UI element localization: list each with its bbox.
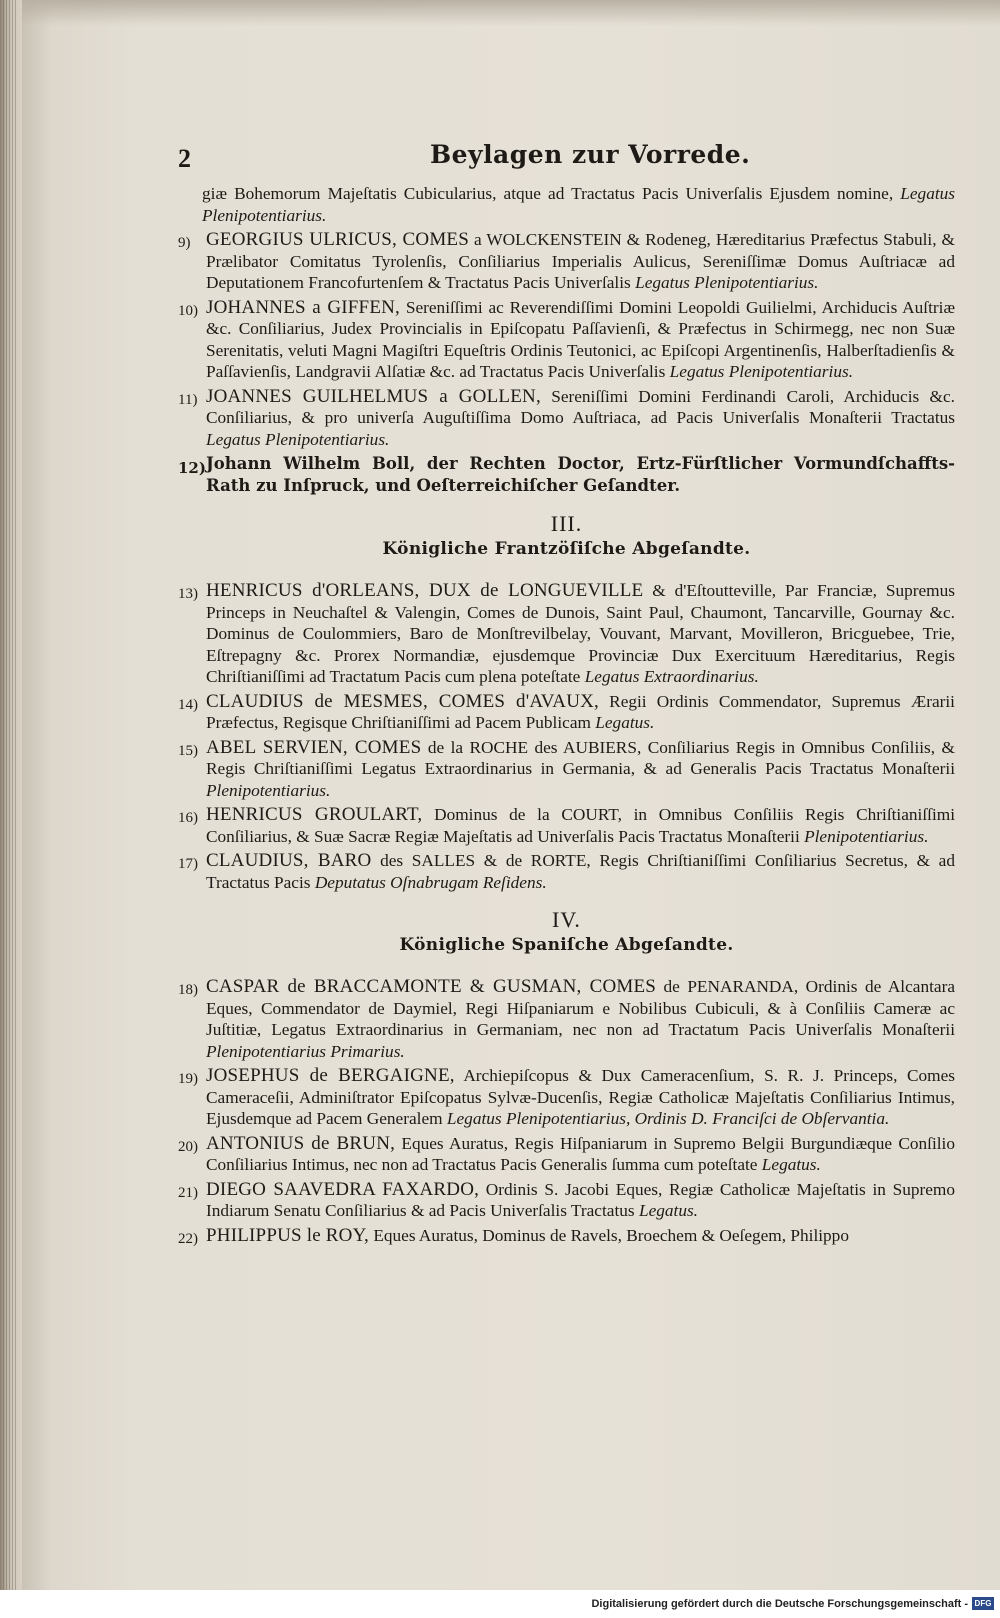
body-text xyxy=(178,183,955,1249)
entry-number: 10) xyxy=(178,302,198,319)
entry-title-italic: Legatus Extraordinarius. xyxy=(584,667,759,686)
book-page-edges xyxy=(0,0,22,1590)
entry-11 xyxy=(178,386,955,451)
entry-name: CLAUDIUS, BARO xyxy=(206,850,372,871)
entry-title-italic: Legatus. xyxy=(761,1155,821,1174)
entry-text: a WOLCKENSTEIN & Rodeneg, Hæreditarius Præfectus Stabuli, & Prælibator Comitatus Tyrolenſis, Conſiliarius Imperialis Aulicus, Sereniſſimæ Domus Auſtriacæ ad Deputationem Francofurtenſem & Tractatus Pacis Univerſalis xyxy=(206,230,955,292)
entry-19 xyxy=(178,1065,955,1130)
entry-number: 22) xyxy=(178,1230,198,1247)
footer-credit: Digitalisierung gefördert durch die Deutsche Forschungsgemeinschaft - xyxy=(591,1598,968,1610)
entry-number: 19) xyxy=(178,1071,198,1087)
entry-number: 16) xyxy=(178,810,198,826)
entries-section-4 xyxy=(178,976,955,1246)
entry-text: Archiepiſcopus & Dux Cameracenſium, S. R. J. Princeps, Comes Cameraceſii, Adminiſtrator Epiſcopatus Sylvæ-Ducenſis, Regiæ Catholicæ Majeſtatis Conſiliarius Intimus, Ejusdemque ad Pacem Generalem xyxy=(206,1066,955,1128)
entry-16 xyxy=(178,804,955,847)
section-numeral-4: IV. xyxy=(552,907,581,932)
entry-text: Eques Auratus, Regis Hiſpaniarum in Supremo Belgii Burgundiæque Conſilio Conſiliarius Intimus, nec non ad Tractatus Pacis Generalis ſumma cum poteſtate xyxy=(206,1133,955,1174)
entry-number: 13) xyxy=(178,586,198,602)
entry-name: ABEL SERVIEN, COMES xyxy=(206,736,422,758)
entry-number: 12) xyxy=(178,459,206,477)
entry-13 xyxy=(178,580,955,688)
entry-17 xyxy=(178,850,955,893)
entry-number: 14) xyxy=(178,696,198,713)
entry-text: Ordinis S. Jacobi Eques, Regiæ Catholicæ Majeſtatis in Supremo Indiarum Senatu Conſiliarius & ad Pacis Univerſalis Tractatus xyxy=(206,1179,956,1220)
entry-text: giæ Bohemorum Majeſtatis Cubicularius, atque ad Tractatus Pacis Univerſalis Ejusdem nomine, xyxy=(202,184,894,203)
entry-text: Regii Ordinis Commendator, Supremus Ærarii Præfectus, Regisque Chriſtianiſſimi ad Pacem Publicam xyxy=(206,691,955,732)
running-head: Beylagen zur Vorrede. xyxy=(430,140,751,169)
entry-20 xyxy=(178,1133,955,1176)
page-number: 2 xyxy=(178,144,191,173)
entry-text: de PENARANDA, Ordinis de Alcantara Eques, Commendator de Daymiel, Regi Hiſpaniarum e Nobilibus Cubiculi, & à Conſiliis Cameræ ac Juſtitiæ, Legatus Extraordinarius in Germaniam, nec non ad Tractatum Pacis Univerſalis Monaſterii xyxy=(206,977,955,1039)
entry-name: JOANNES GUILHELMUS a GOLLEN, xyxy=(206,385,541,407)
entry-title-italic: Legatus Plenipotentiarius. xyxy=(202,184,955,225)
entry-name: ANTONIUS de BRUN, xyxy=(206,1132,396,1154)
entry-text: & d'Eſtoutteville, Par Franciæ, Supremus Princeps in Neuchaſtel & Valengin, Comes de Dunois, Saint Paul, Chaumont, Tancarville, Gournay &c. Dominus de Coulommiers, Baro de Monſtrevilbelay, Vouvant, Marvant, Movilleron, Bricguebee, Trie, Eſtrepagny &c. Prorex Normandiæ, ejusdemque Provinciæ Dux Exercituum Hæreditarius, Regis Chriſtianiſſimi ad Tractatum Pacis cum plena poteſtate xyxy=(206,581,955,686)
entry-continued xyxy=(178,183,955,226)
entries-top xyxy=(178,183,955,450)
entry-text: des SALLES & de RORTE, Regis Chriſtianiſſimi Conſiliarius Secretus, & ad Tractatus Pacis xyxy=(206,851,955,892)
entry-title-italic: Legatus Plenipotentiarius. xyxy=(669,362,854,381)
entry-text: Sereniſſimi Domini Ferdinandi Caroli, Archiducis &c. Conſiliarius, & pro univerſa Auguſtiſſima Domo Auſtriaca, ad Pacis Univerſalis Monaſterii Tractatus xyxy=(206,386,955,427)
entry-number: 21) xyxy=(178,1184,198,1201)
entry-title-italic: Plenipotentiarius. xyxy=(206,780,331,800)
entry-14 xyxy=(178,691,955,734)
entry-title-italic: Plenipotentiarius Primarius. xyxy=(206,1041,405,1061)
entry-21 xyxy=(178,1179,955,1222)
entry-name: HENRICUS GROULART, xyxy=(206,804,423,825)
entry-18 xyxy=(178,976,955,1062)
dfg-logo: DFG xyxy=(972,1597,994,1610)
entry-text: Dominus de la COURT, in Omnibus Conſiliis Regis Chriſtianiſſimi Conſiliarius, & Suæ Sacræ Regiæ Majeſtatis ad Univerſalis Pacis Tractatus Monaſterii xyxy=(206,805,955,846)
section-numeral-3: III. xyxy=(550,511,583,536)
entry-title-italic: Legatus Plenipotentiarius. xyxy=(206,429,390,449)
entry-name: CASPAR de BRACCAMONTE & GUSMAN, COMES xyxy=(206,976,657,997)
entry-name: GEORGIUS ULRICUS, COMES xyxy=(206,229,469,250)
footer-bar xyxy=(0,1590,1000,1618)
entry-text: Eques Auratus, Dominus de Ravels, Broechem & Oeſegem, Philippo xyxy=(373,1225,849,1245)
entry-name: DIEGO SAAVEDRA FAXARDO, xyxy=(206,1178,480,1200)
entry-title-italic: Legatus Plenipotentiarius, Ordinis D. Franciſci de Obſervantia. xyxy=(446,1109,890,1128)
entry-text: Sereniſſimi ac Reverendiſſimi Domini Leopoldi Guilielmi, Archiducis Auſtriæ &c. Conſiliarius, Judex Provincialis in Epiſcopatu Paſſavienſi, & Præfectus in Schirmegg, nec non Suæ Serenitatis, veluti Magni Magiſtri Equeſtris Ordinis Teutonici, ac Epiſcopi Argentinenſis, Halberſtadienſis & Paſſavienſis, Landgravii Alſatiæ &c. ad Tractatus Pacis Univerſalis xyxy=(206,297,955,381)
entries-section-3 xyxy=(178,580,955,893)
entry-text: Johann Wilhelm Boll, der Rechten Doctor, Ertz-Fürſtlicher Vormundſchaffts-Rath zu Inſpruck, und Oeſterreichiſcher Geſandter. xyxy=(206,454,955,495)
section-title-4: Königliche Spaniſche Abgeſandte. xyxy=(399,934,734,955)
entry-title-italic: Plenipotentiarius. xyxy=(804,826,929,846)
entry-number: 15) xyxy=(178,742,198,759)
entry-12 xyxy=(178,453,955,497)
section-title-3: Königliche Frantzöſiſche Abgeſandte. xyxy=(382,538,751,559)
entry-22 xyxy=(178,1225,955,1247)
entry-name: JOSEPHUS de BERGAIGNE, xyxy=(206,1065,455,1086)
entry-number: 11) xyxy=(178,391,198,408)
entry-15 xyxy=(178,737,955,802)
entry-number: 17) xyxy=(178,856,198,872)
entry-title-italic: Legatus Plenipotentiarius. xyxy=(635,273,819,292)
entry-number: 9) xyxy=(178,235,191,251)
entry-name: PHILIPPUS le ROY, xyxy=(206,1224,369,1246)
entry-name: CLAUDIUS de MESMES, COMES d'AVAUX, xyxy=(206,690,599,712)
entry-number: 20) xyxy=(178,1138,198,1155)
entry-9 xyxy=(178,229,955,294)
entry-title-italic: Legatus. xyxy=(638,1201,699,1220)
entry-name: JOHANNES a GIFFEN, xyxy=(206,296,400,318)
entry-text: de la ROCHE des AUBIERS, Conſiliarius Regis in Omnibus Conſiliis, & Regis Chriſtianiſſimi Legatus Extraordinarius in Germania, & ad Generalis Pacis Tractatus Monaſterii xyxy=(206,737,955,778)
entry-title-italic: Legatus. xyxy=(595,713,655,732)
entry-name: HENRICUS d'ORLEANS, DUX de LONGUEVILLE xyxy=(206,580,644,601)
entry-title-italic: Deputatus Oſnabrugam Reſidens. xyxy=(314,872,547,892)
entry-number: 18) xyxy=(178,982,198,998)
entry-10 xyxy=(178,297,955,383)
